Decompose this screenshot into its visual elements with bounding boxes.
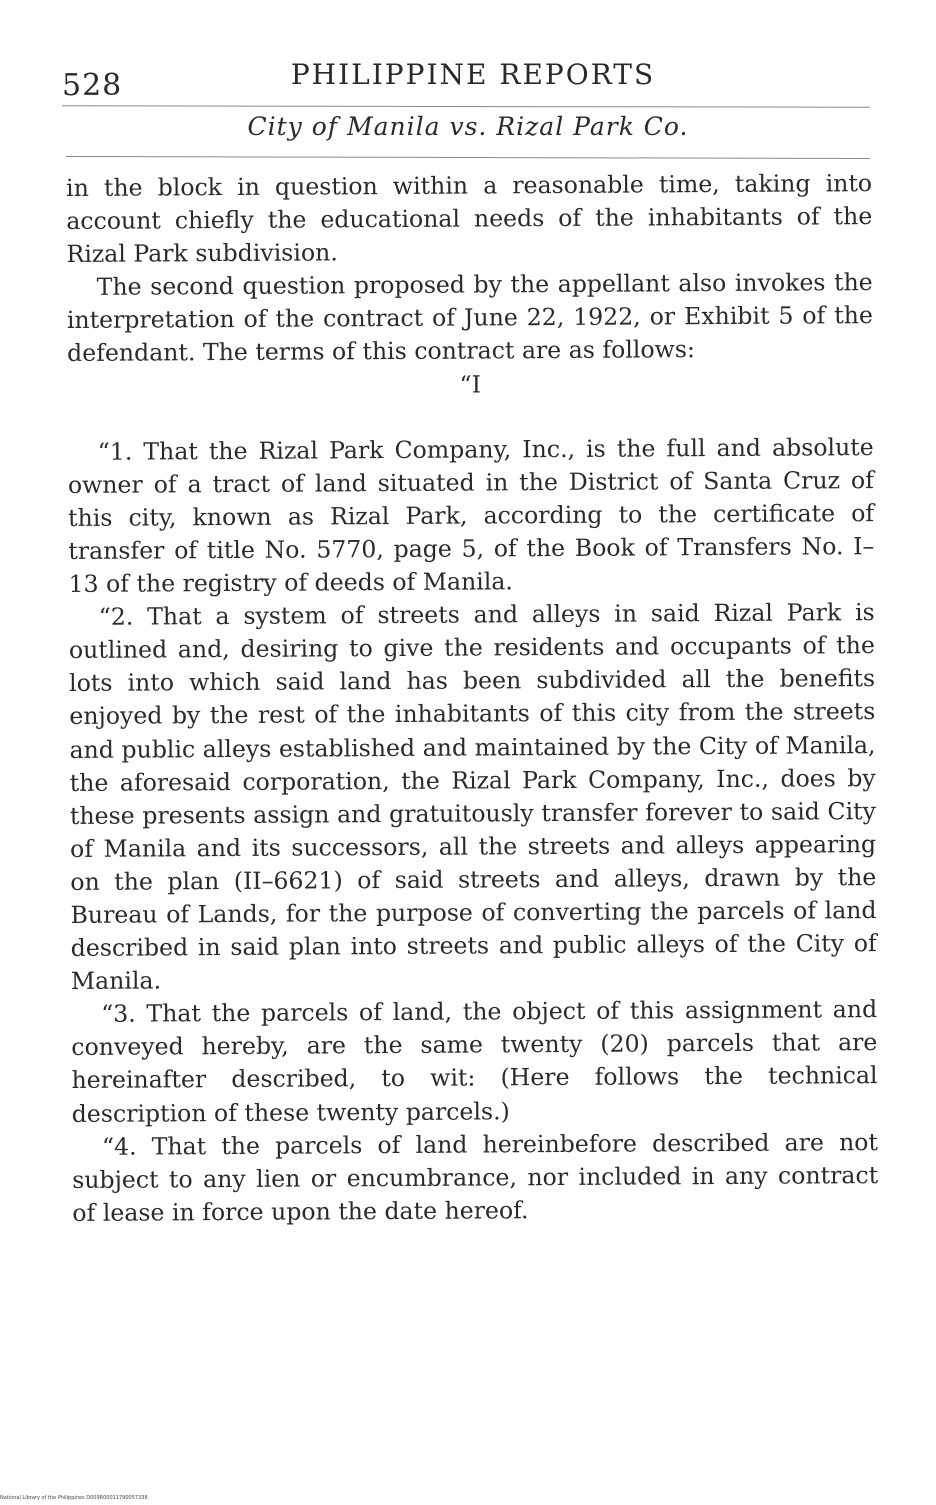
paragraph-continued: in the block in question within a reasonable time, taking into account chiefly the educational needs of the inhabitants of the Rizal Park subdivision. <box>66 169 873 269</box>
contract-clause-4: “4. That the parcels of land hereinbefore described are not subject to any lien or encumbrance, nor included in any contract of lease in force upon the date hereof. <box>72 1127 879 1227</box>
page-number: 528 <box>62 68 123 103</box>
case-title: City of Manila vs. Rizal Park Co. <box>247 112 689 141</box>
contract-clause-3: “3. That the parcels of land, the object of this assignment and conveyed hereby, are the same twenty (20) parcels that are hereinafter described, to wit: (Here follows the technical description of these twenty parcels.) <box>71 995 878 1128</box>
contract-clause-1: “1. That the Rizal Park Company, Inc., is the full and absolute owner of a tract of land situated in the District of Santa Cruz of this city, known as Rizal Park, according to the certificate of transfer of title No. 5770, page 5, of the Book of Transfers No. I–13 of the registry of deeds of Manila. <box>67 432 875 599</box>
body-text <box>66 167 878 1230</box>
paragraph-second-question: The second question proposed by the appellant also invokes the interpretation of the contract of June 22, 1922, or Exhibit 5 of the defendant. The terms of this contract are as follows: <box>66 268 873 368</box>
library-stamp: National Library of the Philippines D009R00011790057338 <box>0 1495 148 1501</box>
running-head: PHILIPPINE REPORTS <box>290 58 656 91</box>
header-rule-top <box>62 105 870 107</box>
section-mark: “I <box>459 370 482 399</box>
header-rule-bottom <box>66 156 870 159</box>
contract-clause-2: “2. That a system of streets and alleys in said Rizal Park is outlined and, desiring to give the residents and occupants of the lots into which said land has been subdivided all the benefits enjoyed by the rest of the inhabitants of this city from the streets and public alleys established and maintained by the City of Manila, the aforesaid corporation, the Rizal Park Company, Inc., does by these presents assign and gratuitously transfer forever to said City of Manila and its successors, all the streets and alleys appearing on the plan (II–6621) of said streets and alleys, drawn by the Bureau of Lands, for the purpose of converting the parcels of land described in said plan into streets and public alleys of the City of Manila. <box>68 598 877 996</box>
